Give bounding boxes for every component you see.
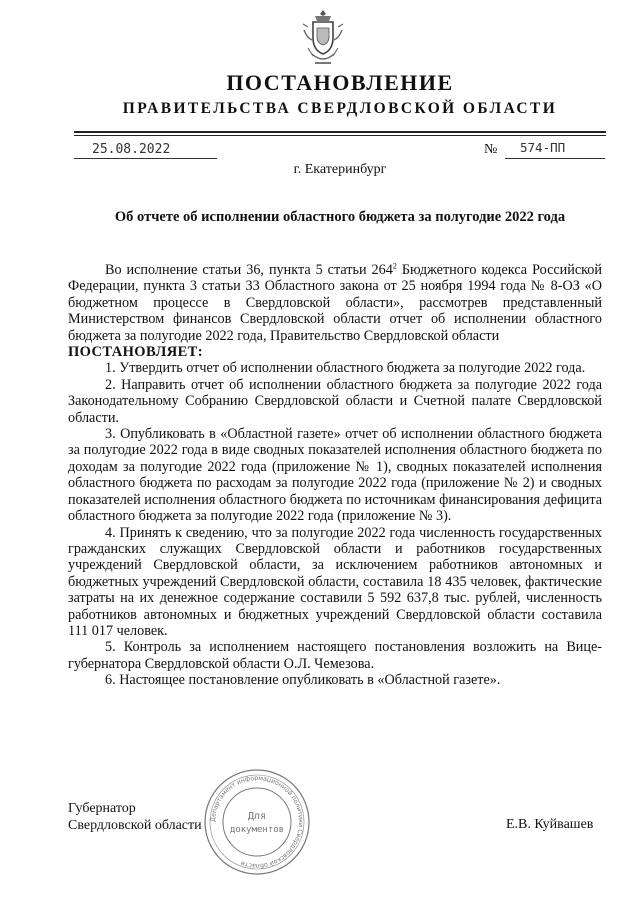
date-underline	[74, 158, 217, 159]
resolution-item-2: 2. Направить отчет об исполнении областного бюджета за полугодие 2022 года Законодательному Собранию Свердловской области и Счетной палате Свердловской области.	[68, 376, 602, 426]
resolves-heading: ПОСТАНОВЛЯЕТ:	[68, 344, 203, 361]
resolution-item-1: 1. Утвердить отчет об исполнении областного бюджета за полугодие 2022 года.	[105, 360, 586, 377]
preamble-text-2: Бюджетного кодекса Российской Федерации, пункта 3 статьи 33 Областного закона от 25 ноября 1994 года № 8-ОЗ «О бюджетном процессе в Свердловской области», рассмотрев представленный Министерством финансов Свердловской области отчет об исполнении областного бюджета за полугодие 2022 года, Правительство Свердловской области	[68, 262, 602, 344]
document-title: Об отчете об исполнении областного бюджета за полугодие 2022 года	[114, 209, 566, 225]
number-underline	[505, 158, 605, 159]
preamble-text-1: Во исполнение статьи 36, пункта 5 статьи 264	[105, 262, 393, 278]
signatory-name: Е.В. Куйвашев	[506, 817, 594, 832]
signatory-position-line-2: Свердловской области	[68, 818, 202, 833]
resolution-item-5: 5. Контроль за исполнением настоящего постановления возложить на Вице-губернатора Свердловской области О.Л. Чемезова.	[68, 639, 602, 672]
document-body	[68, 262, 602, 689]
coat-of-arms-icon	[300, 8, 346, 68]
resolution-item-3: 3. Опубликовать в «Областной газете» отчет об исполнении областного бюджета за полугодие 2022 года в виде сводных показателей исполнения областного бюджета по доходам за полугодие 2022 года (приложение № 1), сводных показателей исполнения областного бюджета по расходам за полугодие 2022 года (приложение № 2) и сводных показателей исполнения областного бюджета по источникам финансирования дефицита областного бюджета за полугодие 2022 года (приложение № 3).	[68, 426, 602, 525]
resolution-item-6: 6. Настоящее постановление опубликовать в «Областной газете».	[105, 672, 501, 689]
preamble-paragraph	[68, 262, 602, 344]
stamp-inner-line-1: Для	[247, 811, 267, 822]
header-divider-thin	[74, 135, 606, 136]
document-city: г. Екатеринбург	[293, 162, 387, 177]
preamble-superscript: 2	[392, 261, 397, 271]
number-sign: №	[484, 142, 498, 157]
document-type-title: ПОСТАНОВЛЕНИЕ	[226, 70, 454, 95]
stamp-ring-text: Департамент информационной политики Свердловской области	[209, 774, 305, 870]
document-number: 574-ПП	[520, 140, 566, 155]
signatory-position-line-1: Губернатор	[68, 801, 136, 816]
signatory-position	[68, 800, 202, 834]
document-date: 25.08.2022	[92, 142, 171, 157]
official-stamp	[203, 768, 311, 876]
resolution-item-4: 4. Принять к сведению, что за полугодие 2022 года численность государственных гражданских служащих Свердловской области и работников государственных учреждений Свердловской области, за исключением работников автономных и бюджетных учреждений Свердловской области, составила 18 435 человек, фактические затраты на их денежное содержание составили 5 592 637,8 тыс. рублей, численность работников автономных и бюджетных учреждений Свердловской области составила 111 017 человек.	[68, 524, 602, 639]
issuer-subtitle: ПРАВИТЕЛЬСТВА СВЕРДЛОВСКОЙ ОБЛАСТИ	[122, 100, 558, 117]
header-divider-thick	[74, 131, 606, 133]
stamp-inner-line-2: документов	[229, 825, 285, 835]
